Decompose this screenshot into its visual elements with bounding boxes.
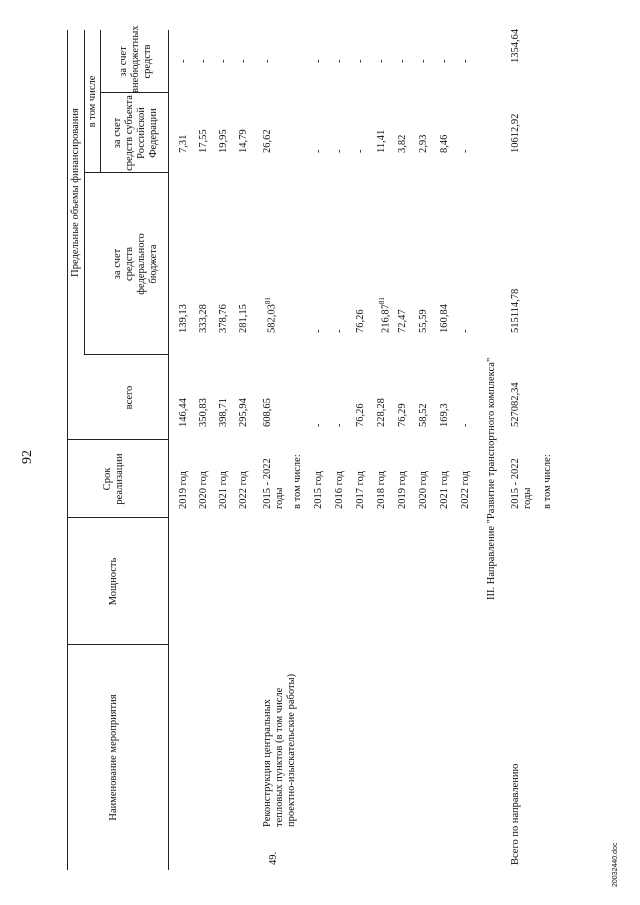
summary-label: Всего по направлению: [510, 763, 521, 865]
total-cell: 398,71: [218, 398, 229, 427]
extra-cell: -: [198, 59, 209, 63]
including-divider: [100, 30, 101, 173]
subject-cell: 8,46: [439, 134, 450, 153]
header-federal-3: федерального: [136, 233, 147, 295]
header-subject-1: за счет: [112, 117, 123, 149]
header-subject-4: Федерации: [148, 108, 159, 158]
including-label: в том числе:: [292, 454, 303, 509]
extra-cell: -: [397, 59, 408, 63]
subject-cell: 11,41: [376, 129, 387, 153]
extra-cell: -: [238, 59, 249, 63]
federal-cell: 55,59: [418, 309, 429, 333]
subject-cell: -: [355, 149, 366, 153]
extra-cell: -: [460, 59, 471, 63]
header-federal-4: бюджета: [148, 244, 159, 284]
year-cell: 2018 год: [376, 471, 387, 509]
item-extra: -: [262, 59, 273, 63]
subject-cell: 14,79: [238, 129, 249, 153]
federal-value: 216,87: [380, 304, 392, 333]
total-cell: 169,3: [439, 403, 450, 427]
header-subject-3: Российской: [136, 107, 147, 159]
year-cell: 2020 год: [198, 471, 209, 509]
header-including: в том числе: [87, 75, 98, 128]
year-cell: 2022 год: [238, 471, 249, 509]
header-total: всего: [124, 385, 135, 410]
summary-federal: 515114,78: [510, 288, 521, 333]
item-period-line-1: 2015 - 2022: [262, 458, 273, 509]
federal-cell: -: [460, 329, 471, 333]
total-cell: 58,52: [418, 403, 429, 427]
extra-cell: -: [439, 59, 450, 63]
item-name-line-3: проектно-изыскательские работы): [286, 673, 297, 827]
total-cell: 295,94: [238, 398, 249, 427]
year-cell: 2022 год: [460, 471, 471, 509]
extra-cell: -: [313, 59, 324, 63]
subject-cell: -: [460, 149, 471, 153]
subject-cell: 17,55: [198, 129, 209, 153]
year-cell: 2019 год: [178, 471, 189, 509]
year-cell: 2015 год: [313, 471, 324, 509]
year-cell: 2021 год: [439, 471, 450, 509]
total-cell: 76,29: [397, 403, 408, 427]
total-cell: -: [460, 423, 471, 427]
summary-extra: 1354,64: [510, 28, 521, 63]
header-term-2: реализации: [114, 453, 125, 505]
footnote-ref: 81: [264, 297, 272, 305]
item-federal-value: 582,03: [266, 304, 278, 333]
header-extra-3: средств: [142, 44, 153, 79]
federal-cell: -: [334, 329, 345, 333]
year-cell: 2020 год: [418, 471, 429, 509]
header-extra-1: за счет: [118, 46, 129, 77]
year-cell: 2017 год: [355, 471, 366, 509]
federal-cell: 333,28: [198, 304, 209, 333]
federal-cell: 76,26: [355, 309, 366, 333]
federal-cell: [376, 297, 393, 333]
federal-cell: 72,47: [397, 309, 408, 333]
extra-cell: -: [355, 59, 366, 63]
summary-including-label: в том числе:: [542, 454, 553, 509]
item-federal: [262, 297, 279, 333]
header-subject-2: средств субъекта: [124, 95, 135, 171]
total-cell: 350,83: [198, 398, 209, 427]
subject-cell: 7,31: [178, 134, 189, 153]
footer-filename: 20032440.doc: [612, 842, 619, 887]
header-bottom-border: [168, 30, 169, 870]
header-federal-2: средств: [124, 247, 135, 281]
header-capacity: Мощность: [108, 557, 119, 606]
summary-total: 527082,34: [510, 382, 521, 427]
total-cell: -: [334, 423, 345, 427]
item-period-line-2: годы: [274, 487, 285, 509]
header-extra-2: внебюджетных: [130, 25, 141, 93]
year-cell: 2019 год: [397, 471, 408, 509]
total-cell: -: [313, 423, 324, 427]
total-cell: 146,44: [178, 398, 189, 427]
summary-period-line-2: годы: [522, 487, 533, 509]
subject-cell: 2,93: [418, 134, 429, 153]
extra-cell: -: [418, 59, 429, 63]
header-term-1: Срок: [102, 467, 113, 491]
extra-cell: -: [376, 59, 387, 63]
year-cell: 2016 год: [334, 471, 345, 509]
total-cell: 76,26: [355, 403, 366, 427]
footnote-ref: 81: [378, 297, 386, 305]
year-cell: 2021 год: [218, 471, 229, 509]
header-name: Наименование мероприятия: [108, 694, 119, 821]
item-number: 49.: [268, 851, 279, 865]
federal-cell: 378,76: [218, 304, 229, 333]
section-heading: III. Направление "Развитие транспортного комплекса": [486, 357, 497, 600]
total-cell: 228,28: [376, 398, 387, 427]
summary-subject: 10612,92: [510, 113, 521, 153]
header-limits: Предельные объемы финансирования: [70, 108, 81, 277]
summary-period-line-1: 2015 - 2022: [510, 458, 521, 509]
limits-divider: [84, 30, 85, 355]
subject-cell: 3,82: [397, 134, 408, 153]
item-name-line-1: Реконструкция центральных: [262, 699, 273, 827]
federal-cell: 281,15: [238, 304, 249, 333]
extra-cell: -: [218, 59, 229, 63]
item-subject: 26,62: [262, 129, 273, 153]
extra-cell: -: [178, 59, 189, 63]
extra-cell: -: [334, 59, 345, 63]
federal-cell: 160,84: [439, 304, 450, 333]
item-total: 608,65: [262, 398, 273, 427]
federal-cell: 139,13: [178, 304, 189, 333]
subject-cell: -: [334, 149, 345, 153]
subject-cell: 19,95: [218, 129, 229, 153]
federal-cell: -: [313, 329, 324, 333]
header-federal-1: за счет: [112, 248, 123, 280]
page-number: 92: [20, 450, 35, 464]
table-top-border: [67, 30, 68, 870]
item-name-line-2: тепловых пунктов (в том числе: [274, 687, 285, 827]
subject-cell: -: [313, 149, 324, 153]
